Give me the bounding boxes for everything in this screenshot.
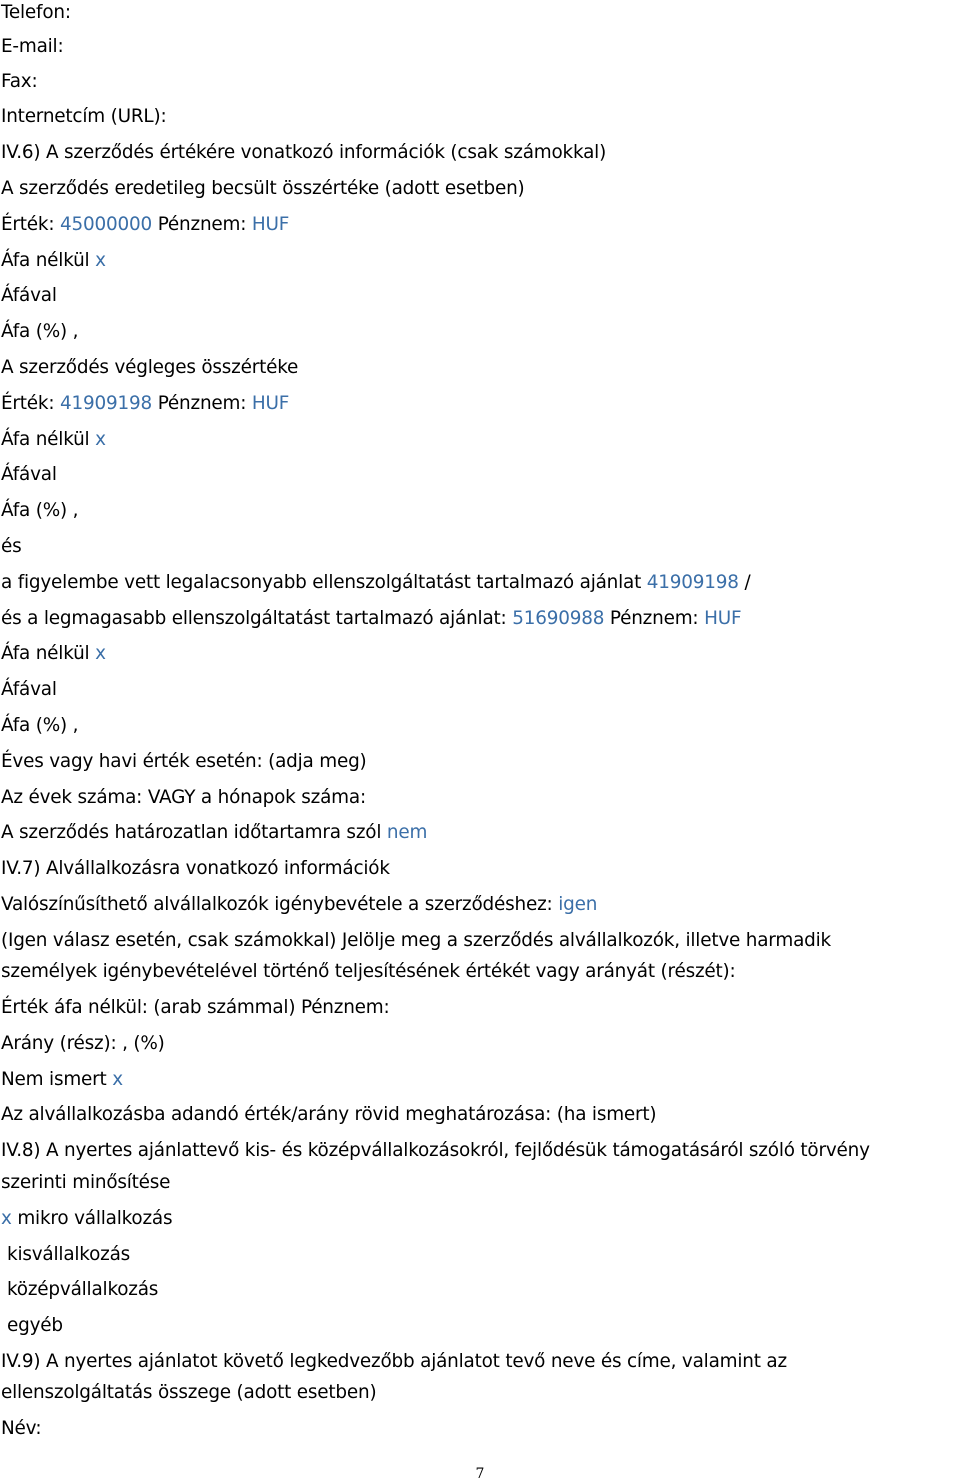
mikro-mark: x: [1, 1208, 12, 1229]
ertek-label: Érték:: [1, 214, 55, 235]
final-value-label: A szerződés végleges összértéke: [1, 357, 299, 378]
section-iv8-heading-line-1: IV.8) A nyertes ajánlattevő kis- és középvállalkozásokról, fejlődésük támogatásáról szóló törvény: [1, 1140, 870, 1161]
section-iv6-heading: IV.6) A szerződés értékére vonatkozó információk (csak számokkal): [1, 142, 607, 163]
afa-nelkul-label: Áfa nélkül: [1, 250, 90, 271]
es-label: és: [1, 536, 22, 557]
afa-pct-label: Áfa (%) ,: [1, 715, 79, 736]
highest-offer-value: 51690988: [512, 608, 605, 629]
email-label: E-mail:: [1, 36, 64, 57]
section-iv8-heading-line-2: szerinti minősítése: [1, 1172, 171, 1193]
section-iv9-heading-line-2: ellenszolgáltatás összege (adott esetben): [1, 1382, 377, 1403]
lowest-offer-value: 41909198: [646, 572, 739, 593]
original-value-row: [1, 212, 289, 238]
nem-ismert-label: Nem ismert: [1, 1069, 107, 1090]
hatarozatlan-row: [1, 820, 427, 846]
final-value-row: [1, 391, 289, 417]
kozepvallalkozas-label: középvállalkozás: [7, 1279, 159, 1300]
kisvallalkozas-label: kisvállalkozás: [7, 1244, 131, 1265]
afa-nelkul-label: Áfa nélkül: [1, 429, 90, 450]
ertek-label: Érték:: [1, 393, 55, 414]
ertek-value: 45000000: [60, 214, 153, 235]
telefon-label: Telefon:: [1, 2, 71, 23]
mikro-label: mikro vállalkozás: [17, 1208, 173, 1229]
lowest-offer-separator: /: [744, 572, 751, 593]
afa-pct-label: Áfa (%) ,: [1, 500, 79, 521]
page-number: 7: [475, 1466, 485, 1482]
afa-nelkul-label: Áfa nélkül: [1, 643, 90, 664]
ertek-value: 41909198: [60, 393, 153, 414]
afaval-label: Áfával: [1, 285, 57, 306]
lowest-offer-row: [1, 570, 750, 596]
original-value-label: A szerződés eredetileg becsült összértéke (adott esetben): [1, 178, 525, 199]
penznem-value: HUF: [251, 214, 290, 235]
penznem-value: HUF: [704, 608, 742, 629]
afaval-label: Áfával: [1, 679, 57, 700]
igen-text-line-1: (Igen válasz esetén, csak számokkal) Jelölje meg a szerződés alvállalkozók, illetve harmadik: [1, 930, 831, 951]
nem-ismert-row: [1, 1067, 123, 1093]
valoszinu-label: Valószínűsíthető alvállalkozók igénybevétele a szerződéshez:: [1, 894, 553, 915]
url-label: Internetcím (URL):: [1, 106, 167, 127]
nev-label: Név:: [1, 1418, 42, 1439]
penznem-value: HUF: [251, 393, 290, 414]
nem-ismert-mark: x: [112, 1069, 123, 1090]
afa-nelkul-mark: x: [95, 429, 106, 450]
ertek-afa-nelkul-label: Érték áfa nélkül: (arab számmal) Pénznem:: [1, 997, 390, 1018]
afa-pct-label: Áfa (%) ,: [1, 321, 79, 342]
afa-nelkul-row: [1, 641, 106, 667]
afa-nelkul-mark: x: [95, 643, 106, 664]
hatarozatlan-label: A szerződés határozatlan időtartamra szól: [1, 822, 382, 843]
penznem-label: Pénznem:: [157, 214, 247, 235]
arany-label: Arány (rész): , (%): [1, 1033, 165, 1054]
afa-nelkul-row: [1, 427, 106, 453]
rovid-meghatarozas-label: Az alvállalkozásba adandó érték/arány rövid meghatározása: (ha ismert): [1, 1104, 657, 1125]
lowest-offer-label: a figyelembe vett legalacsonyabb ellenszolgáltatást tartalmazó ajánlat: [1, 572, 642, 593]
penznem-label: Pénznem:: [609, 608, 699, 629]
eves-havi-label: Éves vagy havi érték esetén: (adja meg): [1, 751, 367, 772]
penznem-label: Pénznem:: [157, 393, 247, 414]
section-iv9-heading-line-1: IV.9) A nyertes ajánlatot követő legkedvezőbb ajánlatot tevő neve és címe, valamint az: [1, 1351, 787, 1372]
highest-offer-row: [1, 606, 741, 632]
mikro-row: [1, 1206, 172, 1232]
afa-nelkul-row: [1, 248, 106, 274]
section-iv7-heading: IV.7) Alvállalkozásra vonatkozó információk: [1, 858, 390, 879]
evek-honapok-label: Az évek száma: VAGY a hónapok száma:: [1, 787, 366, 808]
afa-nelkul-mark: x: [95, 250, 106, 271]
valoszinu-row: [1, 892, 597, 918]
fax-label: Fax:: [1, 71, 38, 92]
igen-text-line-2: személyek igénybevételével történő teljesítésének értékét vagy arányát (részét):: [1, 961, 736, 982]
hatarozatlan-value: nem: [386, 822, 428, 843]
egyeb-label: egyéb: [7, 1315, 63, 1336]
afaval-label: Áfával: [1, 464, 57, 485]
highest-offer-label: és a legmagasabb ellenszolgáltatást tartalmazó ajánlat:: [1, 608, 507, 629]
valoszinu-value: igen: [558, 894, 598, 915]
